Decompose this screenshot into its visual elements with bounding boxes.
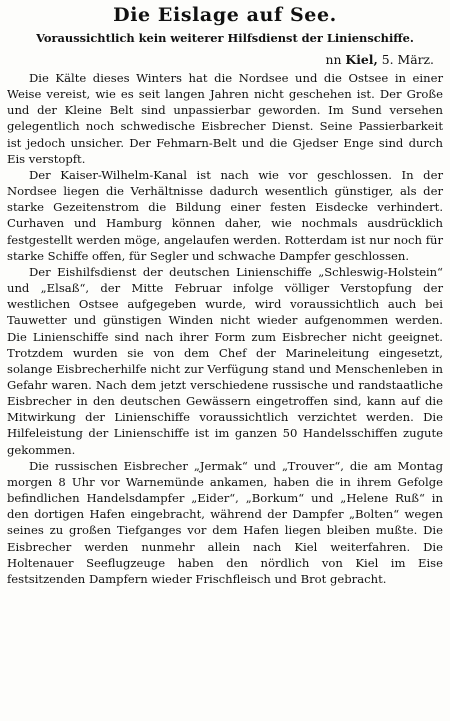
article-body <box>7 70 443 587</box>
article-paragraph: Die russischen Eisbrecher „Jermak“ und „Trouver“, die am Montag morgen 8 Uhr vor Warnemünde ankamen, haben die in ihrem Gefolge befindlichen Handelsdampfer „Eider“, „Borkum“ und „Helene Ruß“ in den dortigen Hafen eingebracht, während der Dampfer „Bolten“ wegen seines zu großen Tiefganges vor dem Hafen liegen bleiben mußte. Die Eisbrecher werden nunmehr allein nach Kiel weiterfahren. Die Holtenauer Seeflugzeuge haben den nördlich von Kiel im Eise festsitzenden Dampfern wieder Frischfleisch und Brot gebracht. <box>7 458 443 586</box>
article-headline: Die Eislage auf See. <box>113 4 337 26</box>
article-paragraph: Der Kaiser-Wilhelm-Kanal ist nach wie vor geschlossen. In der Nordsee liegen die Verhältnisse dadurch wesentlich günstiger, als der starke Gezeitenstrom die Bildung einer festen Eisdecke verhindert. Curhaven und Hamburg können daher, wie nochmals ausdrücklich festgestellt werden möge, angelaufen werden. Rotterdam ist nur noch für starke Schiffe offen, für Segler und schwache Dampfer geschlossen. <box>7 167 443 263</box>
dateline-place: Kiel, <box>345 52 378 67</box>
article-dateline <box>326 51 435 69</box>
dateline-prefix: nn <box>325 52 342 67</box>
article-paragraph: Die Kälte dieses Winters hat die Nordsee und die Ostsee in einer Weise vereist, wie es seit langen Jahren nicht geschehen ist. Der Große und der Kleine Belt sind unpassierbar geworden. Im Sund versehen gelegentlich noch schwedische Eisbrecher Dienst. Seine Passierbarkeit ist jedoch unsicher. Der Fehmarn-Belt und die Gjedser Enge sind durch Eis verstopft. <box>7 71 443 166</box>
article-subheadline: Voraussichtlich kein weiterer Hilfsdienst der Linienschiffe. <box>36 31 414 45</box>
article-paragraph: Der Eishilfsdienst der deutschen Linienschiffe „Schleswig-Holstein“ und „Elsaß“, der Mitte Februar infolge völliger Verstopfung der westlichen Ostsee aufgegeben wurde, wird voraussichtlich auch bei Tauwetter und günstigen Winden nicht wieder aufgenommen werden. Die Linienschiffe sind nach ihrer Form zum Eisbrecher nicht geeignet. Trotzdem wurden sie von dem Chef der Marineleitung eingesetzt, solange Eisbrecherhilfe nicht zur Verfügung stand und Menschenleben in Gefahr waren. Nach dem jetzt verschiedene russische und randstaatliche Eisbrecher in den deutschen Gewässern eingetroffen sind, kann auf die Mitwirkung der Linienschiffe voraussichtlich verzichtet werden. Die Hilfeleistung der Linienschiffe ist im ganzen 50 Handelsschiffen zugute gekommen. <box>7 264 443 457</box>
dateline-date: 5. März. <box>381 52 434 67</box>
